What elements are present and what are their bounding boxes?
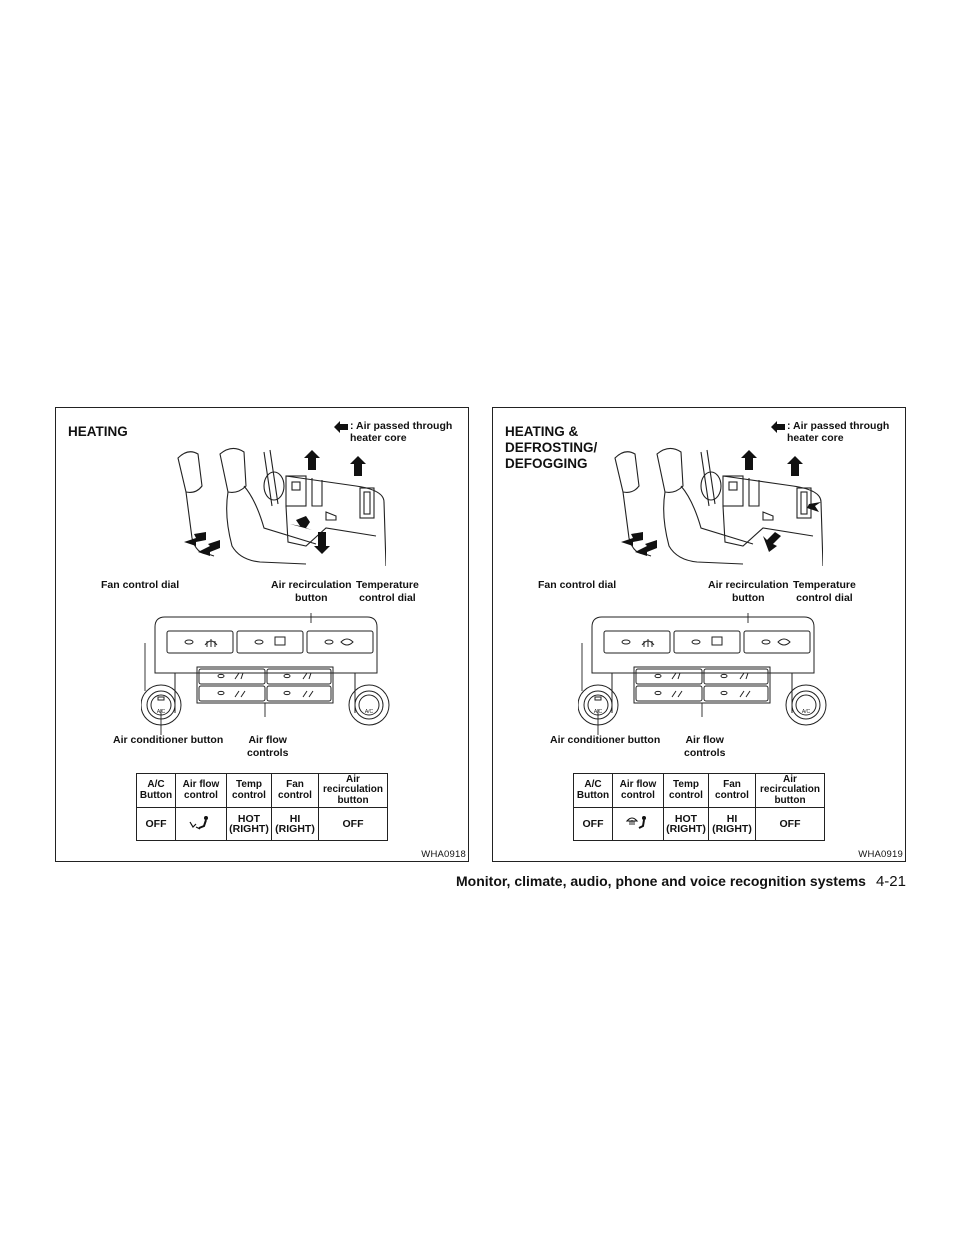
table-header-row xyxy=(574,774,825,808)
figure-code: WHA0918 xyxy=(421,849,466,860)
ac-knob-label: A/C xyxy=(593,709,603,715)
table-header: A/C Button xyxy=(137,774,176,808)
table-header: Air recirculation button xyxy=(756,774,825,808)
table-cell: OFF xyxy=(756,808,825,841)
temperature-dial-label: Temperature control dial xyxy=(793,579,856,604)
air-flow-controls-label: Air flow controls xyxy=(684,734,726,759)
air-recirculation-label: Air recirculation button xyxy=(271,579,352,604)
cabin-airflow-illustration xyxy=(136,446,386,571)
climate-control-panel-diagram xyxy=(578,613,828,738)
ac-knob-label-right: A/C xyxy=(364,709,374,715)
table-row xyxy=(137,808,388,841)
air-conditioner-button-label: Air conditioner button xyxy=(113,734,224,746)
floor-vent-icon xyxy=(188,815,214,831)
table-header: Temp control xyxy=(664,774,709,808)
ac-knob-label: A/C xyxy=(156,709,166,715)
section-title: Monitor, climate, audio, phone and voice recognition systems xyxy=(456,873,866,889)
table-cell: OFF xyxy=(137,808,176,841)
figure-title: HEATING xyxy=(68,424,128,439)
heating-defrosting-figure xyxy=(492,407,906,862)
figure-code: WHA0919 xyxy=(858,849,903,860)
table-cell: OFF xyxy=(319,808,388,841)
table-header: Air flow control xyxy=(613,774,664,808)
defrosting-settings-table xyxy=(573,773,825,841)
table-cell: OFF xyxy=(574,808,613,841)
ac-knob-label-right: A/C xyxy=(801,709,811,715)
table-cell: HI (RIGHT) xyxy=(709,808,756,841)
heating-settings-table xyxy=(136,773,388,841)
fan-control-dial-label: Fan control dial xyxy=(101,579,180,591)
page-footer xyxy=(456,873,906,890)
left-arrow-icon xyxy=(771,421,785,433)
air-flow-controls-label: Air flow controls xyxy=(247,734,289,759)
fan-control-dial-label: Fan control dial xyxy=(538,579,617,591)
heating-figure xyxy=(55,407,469,862)
table-cell: HOT (RIGHT) xyxy=(664,808,709,841)
temperature-dial-label: Temperature control dial xyxy=(356,579,419,604)
legend-text: : Air passed through heater core xyxy=(350,420,453,444)
defrost-floor-vent-icon xyxy=(625,815,651,831)
table-header: Fan control xyxy=(272,774,319,808)
page-number: 4-21 xyxy=(875,873,906,890)
air-conditioner-button-label: Air conditioner button xyxy=(550,734,661,746)
table-header: Temp control xyxy=(227,774,272,808)
table-cell: HOT (RIGHT) xyxy=(227,808,272,841)
table-row xyxy=(574,808,825,841)
table-header: A/C Button xyxy=(574,774,613,808)
table-header: Air flow control xyxy=(176,774,227,808)
climate-control-panel-diagram xyxy=(141,613,391,738)
cabin-airflow-illustration xyxy=(573,446,823,571)
figure-title: HEATING & DEFROSTING/ DEFOGGING xyxy=(505,424,598,471)
table-header-row xyxy=(137,774,388,808)
legend-text: : Air passed through heater core xyxy=(787,420,890,444)
air-recirculation-label: Air recirculation button xyxy=(708,579,789,604)
left-arrow-icon xyxy=(334,421,348,433)
table-cell: HI (RIGHT) xyxy=(272,808,319,841)
table-cell-icon xyxy=(176,808,227,841)
table-cell-icon xyxy=(613,808,664,841)
table-header: Air recirculation button xyxy=(319,774,388,808)
table-header: Fan control xyxy=(709,774,756,808)
